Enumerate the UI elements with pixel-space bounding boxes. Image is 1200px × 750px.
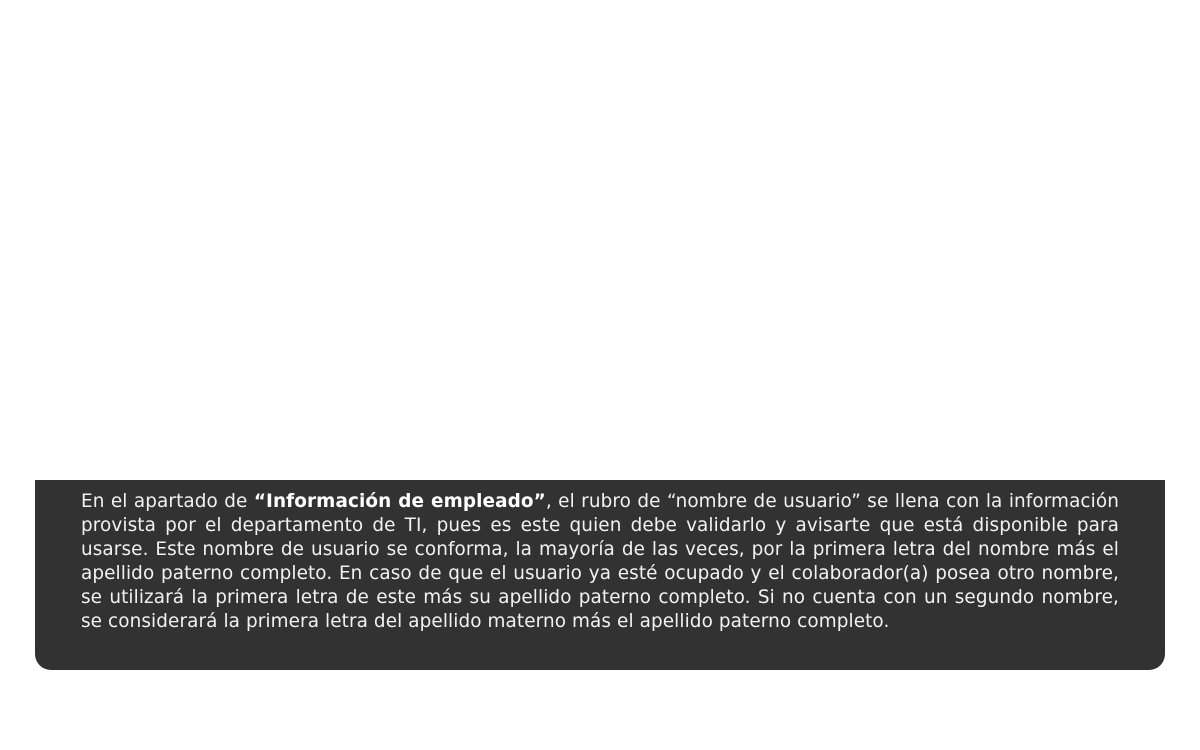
caption-text-before: En el apartado de [81,491,254,512]
caption-text-after: , el rubro de “nombre de usuario” se llena con la información provista por el departamento de TI, pues es este quien debe validarlo y avisarte que está disponible para usarse. Este nombre de usuario se conforma, la mayoría de las veces, por la primera letra del nombre más el apellido paterno completo. En caso de que el usuario ya esté ocupado y el colaborador(a) posea otro nombre, se utilizará la primera letra de este más su apellido paterno completo. Si no cuenta con un segundo nombre, se considerará la primera letra del apellido materno más el apellido paterno completo. [81,491,1119,632]
caption-panel [35,480,1165,670]
caption-paragraph [81,490,1119,634]
caption-highlight: “Información de empleado” [253,491,546,512]
